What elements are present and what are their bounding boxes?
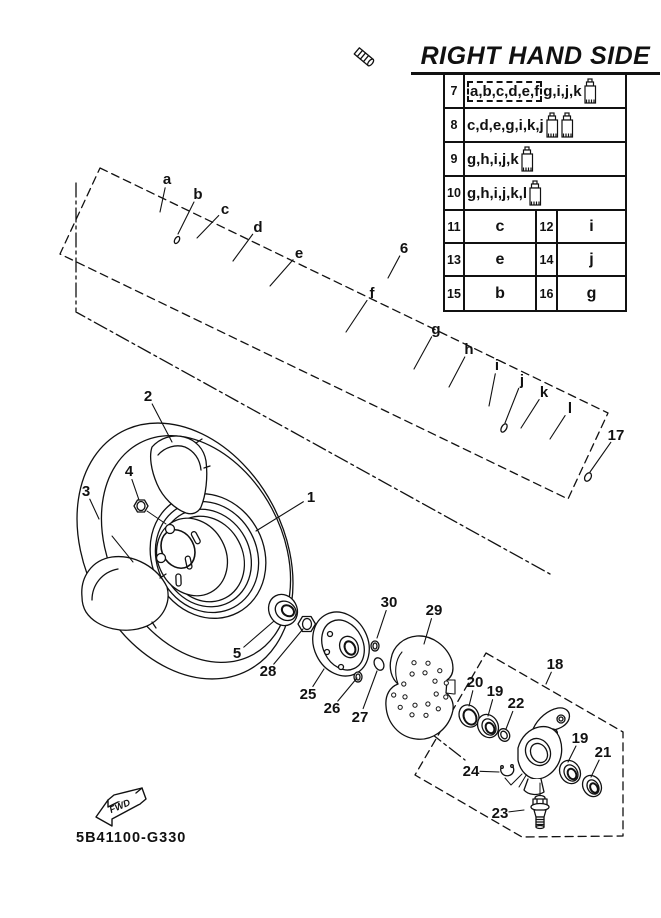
callout-label-24: 24 — [462, 763, 480, 780]
callout-label-e: e — [294, 245, 304, 262]
callout-leader — [160, 188, 165, 212]
disc-hole — [424, 713, 428, 717]
wheel-nut — [134, 500, 148, 512]
callout-label-28: 28 — [259, 663, 277, 680]
grease-tube-icon — [560, 112, 574, 139]
callout-label-c: c — [220, 201, 230, 218]
legend-row — [445, 75, 625, 109]
callout-label-6: 6 — [399, 240, 409, 257]
bolt-30 — [371, 0, 388, 651]
knuckle-18 — [518, 708, 569, 797]
nut-28 — [298, 617, 316, 632]
disc-hole — [398, 705, 402, 709]
brake-disc-29 — [386, 636, 455, 739]
disc-hole — [403, 695, 407, 699]
callout-label-27: 27 — [351, 709, 369, 726]
callout-label-d: d — [253, 219, 263, 236]
legend-pair-row — [445, 277, 625, 310]
callout-label-2: 2 — [143, 388, 153, 405]
callout-leader — [346, 300, 367, 332]
circlip-24 — [501, 765, 514, 776]
legend-row-number: 7 — [445, 75, 465, 107]
legend-value: b — [465, 277, 537, 310]
callout-label-3: 3 — [81, 483, 91, 500]
legend-pair-row — [445, 244, 625, 277]
callout-leader — [489, 374, 495, 406]
legend-value: c — [465, 211, 537, 242]
legend-row-items — [465, 143, 625, 175]
disc-hole — [410, 713, 414, 717]
callout-leader — [233, 234, 253, 261]
callout-leader — [509, 810, 524, 812]
legend-value: g — [586, 284, 597, 302]
seal-21 — [579, 772, 605, 800]
item-letters: g,h,i,j,k — [467, 150, 519, 168]
callout-label-h: h — [464, 341, 474, 358]
callout-label-l: l — [567, 400, 573, 417]
disc-hole — [438, 669, 442, 673]
callout-label-26: 26 — [323, 700, 341, 717]
disc-hole — [426, 661, 430, 665]
grease-tube-icon — [520, 146, 534, 173]
callout-leader — [449, 357, 465, 387]
callout-label-19: 19 — [486, 683, 504, 700]
callout-leader — [270, 260, 293, 286]
disc-hole — [392, 693, 396, 697]
legend-row-items — [465, 177, 625, 209]
callout-label-20: 20 — [466, 674, 484, 691]
clip-b — [173, 236, 181, 245]
callout-leader — [313, 669, 324, 686]
callout-label-22: 22 — [507, 695, 525, 712]
legend-row-number: 16 — [537, 277, 558, 310]
disc-hole — [444, 681, 448, 685]
grease-tube-icon — [545, 112, 559, 139]
legend-row — [445, 177, 625, 211]
legend-table — [443, 73, 627, 312]
callout-leader — [363, 671, 377, 709]
legend-row-number: 13 — [445, 244, 465, 275]
legend-row-number: 9 — [445, 143, 465, 175]
callout-leader — [480, 771, 499, 772]
callout-label-25: 25 — [299, 686, 317, 703]
disc-hole — [410, 672, 414, 676]
callout-leader — [590, 442, 611, 472]
callout-leader — [469, 691, 473, 706]
ball-joint-23 — [531, 796, 549, 829]
callout-leader — [546, 672, 551, 684]
disc-hole — [433, 679, 437, 683]
page-title: RIGHT HAND SIDE — [411, 42, 660, 75]
legend-row-number: 11 — [445, 211, 465, 242]
callout-label-29: 29 — [425, 602, 443, 619]
boxed-items: a,b,c,d,e,f — [467, 81, 542, 102]
legend-row-number: 15 — [445, 277, 465, 310]
callout-leader — [591, 760, 599, 777]
legend-row-items — [465, 75, 625, 107]
callout-label-30: 30 — [380, 594, 398, 611]
callout-label-19: 19 — [571, 730, 589, 747]
callout-label-i: i — [494, 357, 500, 374]
legend-value: j — [589, 250, 594, 268]
callout-label-17: 17 — [607, 427, 625, 444]
callout-leader — [377, 611, 386, 638]
disc-hole — [434, 692, 438, 696]
grease-tube-icon — [583, 78, 597, 105]
hub-25 — [302, 603, 379, 686]
callout-label-23: 23 — [491, 805, 509, 822]
item-letters: g,h,i,j,k,l — [467, 184, 528, 202]
callout-leader — [338, 678, 357, 701]
grease-tube-icon — [528, 180, 542, 207]
disc-hole — [413, 703, 417, 707]
legend-row-number: 10 — [445, 177, 465, 209]
callout-label-f: f — [369, 285, 375, 302]
callout-leader — [197, 215, 219, 238]
fwd-arrow — [96, 788, 146, 826]
legend-value: i — [589, 217, 594, 235]
callout-label-18: 18 — [546, 656, 564, 673]
callout-label-b: b — [193, 186, 203, 203]
disc-hole — [426, 702, 430, 706]
callout-label-k: k — [539, 384, 549, 401]
callout-label-4: 4 — [124, 463, 134, 480]
callout-leader — [388, 256, 400, 278]
legend-pair-row — [445, 211, 625, 244]
clip-j — [500, 423, 509, 433]
callout-leader — [550, 416, 565, 439]
fwd-label: FWD — [107, 797, 133, 816]
legend-value: e — [465, 244, 537, 275]
legend-row-number: 12 — [537, 211, 558, 242]
legend-row — [445, 109, 625, 143]
callout-leader — [568, 746, 576, 762]
legend-row-items — [465, 109, 625, 141]
callout-leader — [505, 388, 519, 423]
disc-hole — [402, 682, 406, 686]
callout-leader — [506, 711, 513, 729]
legend-row-number: 14 — [537, 244, 558, 275]
callout-label-g: g — [431, 321, 441, 338]
item-letters: c,d,e,g,i,k,j — [467, 116, 544, 134]
oring-27 — [372, 656, 386, 672]
callout-label-5: 5 — [232, 645, 242, 662]
callout-label-1: 1 — [306, 489, 316, 506]
disc-hole — [436, 707, 440, 711]
part-code: 5B41100-G330 — [76, 830, 187, 846]
callout-label-j: j — [519, 372, 525, 389]
disc-hole — [423, 671, 427, 675]
callout-label-a: a — [162, 171, 172, 188]
callout-leader — [414, 337, 432, 369]
callout-leader — [488, 700, 493, 716]
legend-row — [445, 143, 625, 177]
disc-hole — [444, 695, 448, 699]
callout-label-21: 21 — [594, 744, 612, 761]
disc-hole — [412, 661, 416, 665]
valve-stem — [354, 48, 374, 67]
callout-leader — [521, 400, 539, 428]
legend-row-number: 8 — [445, 109, 465, 141]
oring-17 — [583, 472, 593, 483]
bolt-26 — [354, 0, 402, 682]
callout-leader — [178, 202, 194, 234]
item-letters: g,i,j,k — [543, 82, 582, 100]
